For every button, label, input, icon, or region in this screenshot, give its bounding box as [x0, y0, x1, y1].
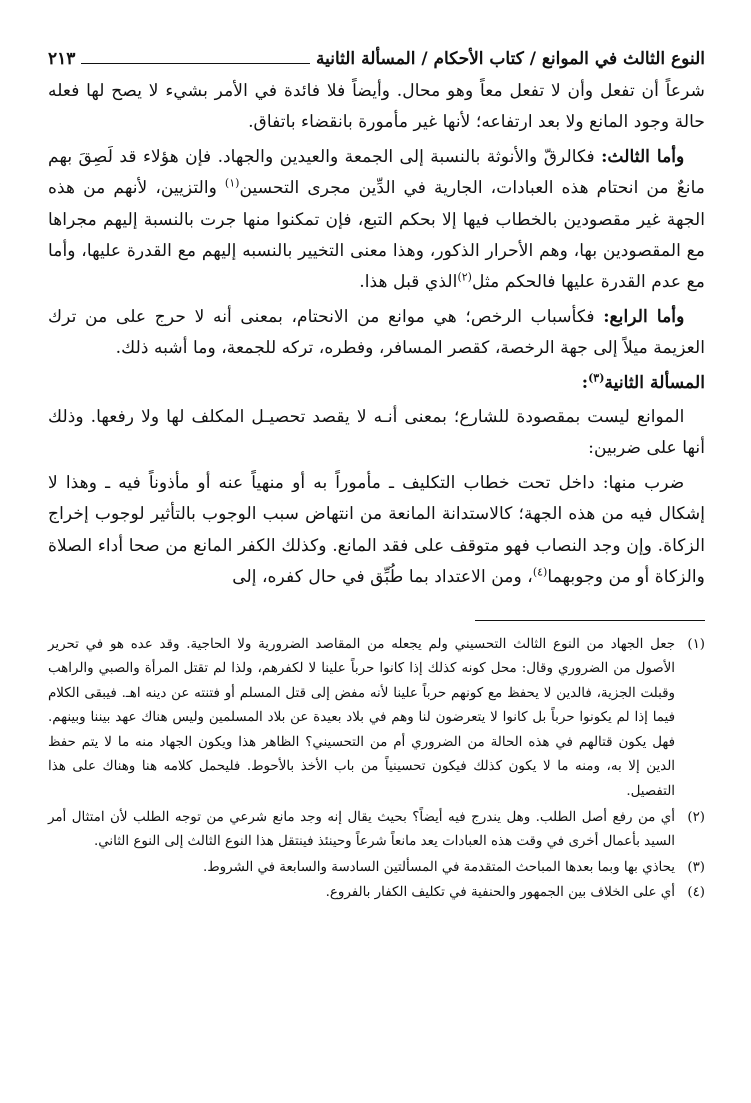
footnote-4 [48, 881, 705, 906]
footnote-3 [48, 856, 705, 881]
footnote-ref-2[interactable]: (٢) [457, 270, 472, 284]
running-title: النوع الثالث في الموانع / كتاب الأحكام / المسألة الثانية [315, 49, 705, 69]
main-text [48, 76, 705, 594]
paragraph-text: الذي قبل هذا. [359, 272, 458, 293]
footnote-ref-4[interactable]: (٤) [532, 565, 548, 579]
paragraph-text: فكالرقّ والأنوثة بالنسبة إلى الجمعة والعيدين والجهاد. فإن هؤلاء قد لَصِقَ بهم مانعٌ من انحتام هذه العبادات، الجارية في الدِّين مجرى التحسين [48, 146, 706, 199]
footnote-ref-1[interactable]: (١) [224, 176, 240, 190]
footnote-2 [48, 806, 705, 855]
footnote-text: يحاذي بها وبما بعدها المباحث المتقدمة في المسألتين السادسة والسابعة في الشروط. [202, 859, 675, 875]
footnote-text: جعل الجهاد من النوع الثالث التحسيني ولم يجعله من المقاصد الضرورية ولا الحاجية. وقد عده هو في تحرير الأصول من الضروري وقال: محل كونه كذلك إذا كانوا حرباً علينا لا لكفرهم، ولذا لم تقتل المرأة والصبي والراهب وقبلت الجزية، فالدين لا يحفظ مع كونهم حرباً علينا لأنه مفض إلى قتل المسلم أو فتنته عن دينه اهـ. فيبقى الكلام فيما إذا لم يكونوا حرباً بل كانوا لا يتعرضون لنا وهم في بلاد بعيدة عن بلاد المسلمين وليس هناك عهد بيننا وبينهم. فهل يكون قتالهم في هذه الحالة من الضروري أم من التحسيني؟ الظاهر هذا ويكون الجهاد منه ما لا يتم حفظ الدين إلا به، ومنه ما لا يكون كذلك فيكون تحسينياً من باب الأخذ بالأحوط. فليحمل كلامه هنا وهناك على هذا التفصيل. [48, 636, 675, 800]
page-number: ٢١٣ [48, 49, 76, 69]
paragraph-text: ، ومن الاعتداد بما طُبِّق في حال كفره، إلى [232, 567, 533, 588]
paragraph-text: ضرب منها: داخل تحت خطاب التكليف ـ مأموراً به أو منهياً عنه أو مأذوناً فيه ـ وهذا لا إشكال فيه من هذه الجهة؛ كالاستدانة المانعة من انتهاض سبب الوجوب بالتأثير لوجوب إخراج الزكاة. وإن وجد النصاب فهو متوقف على فقد المانع. وكذلك الكفر المانع من صحا أداء الصلاة والزكاة أو من وجوبهما [48, 472, 705, 588]
footnote-1 [48, 633, 705, 805]
paragraph-obstacles: الموانع ليست بمقصودة للشارع؛ بمعنى أنـه لا يقصد تحصيـل المكلف لها ولا رفعها. وذلك أنها على ضربين: [48, 407, 705, 459]
section-title-colon: : [581, 372, 589, 393]
paragraph-third-type [48, 142, 705, 299]
paragraph-lead: وأما الثالث: [601, 146, 685, 167]
footnote-number: (٣) [687, 859, 705, 875]
paragraph-text: فكأسباب الرخص؛ هي موانع من الانحتام، بمعنى أنه لا حرج على من ترك العزيمة ميلاً إلى جهة الرخصة، كقصر المسافر، وفطره، تركه للجمعة، وما أشبه ذلك. [48, 306, 705, 359]
book-page [48, 30, 705, 1063]
footnote-number: (٢) [687, 809, 705, 825]
paragraph-lead: وأما الرابع: [603, 306, 685, 327]
section-title-text: المسألة الثانية [604, 372, 705, 393]
footnote-separator [475, 620, 705, 621]
footnote-number: (٤) [687, 885, 705, 901]
footnote-number: (١) [687, 636, 705, 652]
page-header [48, 30, 705, 70]
section-title [48, 368, 705, 399]
header-rule [81, 63, 310, 64]
paragraph-first-kind [48, 468, 705, 594]
footnote-text: أي على الخلاف بين الجمهور والحنفية في تكليف الكفار بالفروع. [325, 885, 675, 901]
paragraph-1: شرعاً أن تفعل وأن لا تفعل معاً وهو محال. وأيضاً فلا فائدة في الأمر بشيء لا يصح لها فعله حالة وجود المانع ولا بعد ارتفاعه؛ لأنها غير مأمورة بانقضاء باتفاق. [48, 81, 705, 133]
footnote-ref-3[interactable]: (٣) [588, 370, 605, 384]
footnotes [48, 633, 705, 907]
paragraph-text: والتزيين، لأنهم من هذه الجهة غير مقصودين بالخطاب فيها إلا بحكم التبع، فإن تمكنوا منها جرت بالنسبة إليهم مجراها مع المقصودين بها، وهم الأحرار الذكور، وهذا معنى التخيير بالنسبه إليهم مع القدرة عليها، وأما مع عدم القدرة عليها فالحكم مثل [48, 178, 705, 293]
footnote-text: أي من رفع أصل الطلب. وهل يندرج فيه أيضاً؟ بحيث يقال إنه وجد مانع شرعي من توجه الطلب لأن امتثال أمر السيد بأعمال أخرى في وقت هذه العبادات يعد مانعاً شرعاً وحينئذ فينتقل هذا النوع الثالث إلى النوع الثاني. [48, 809, 675, 850]
paragraph-fourth-type [48, 302, 705, 365]
